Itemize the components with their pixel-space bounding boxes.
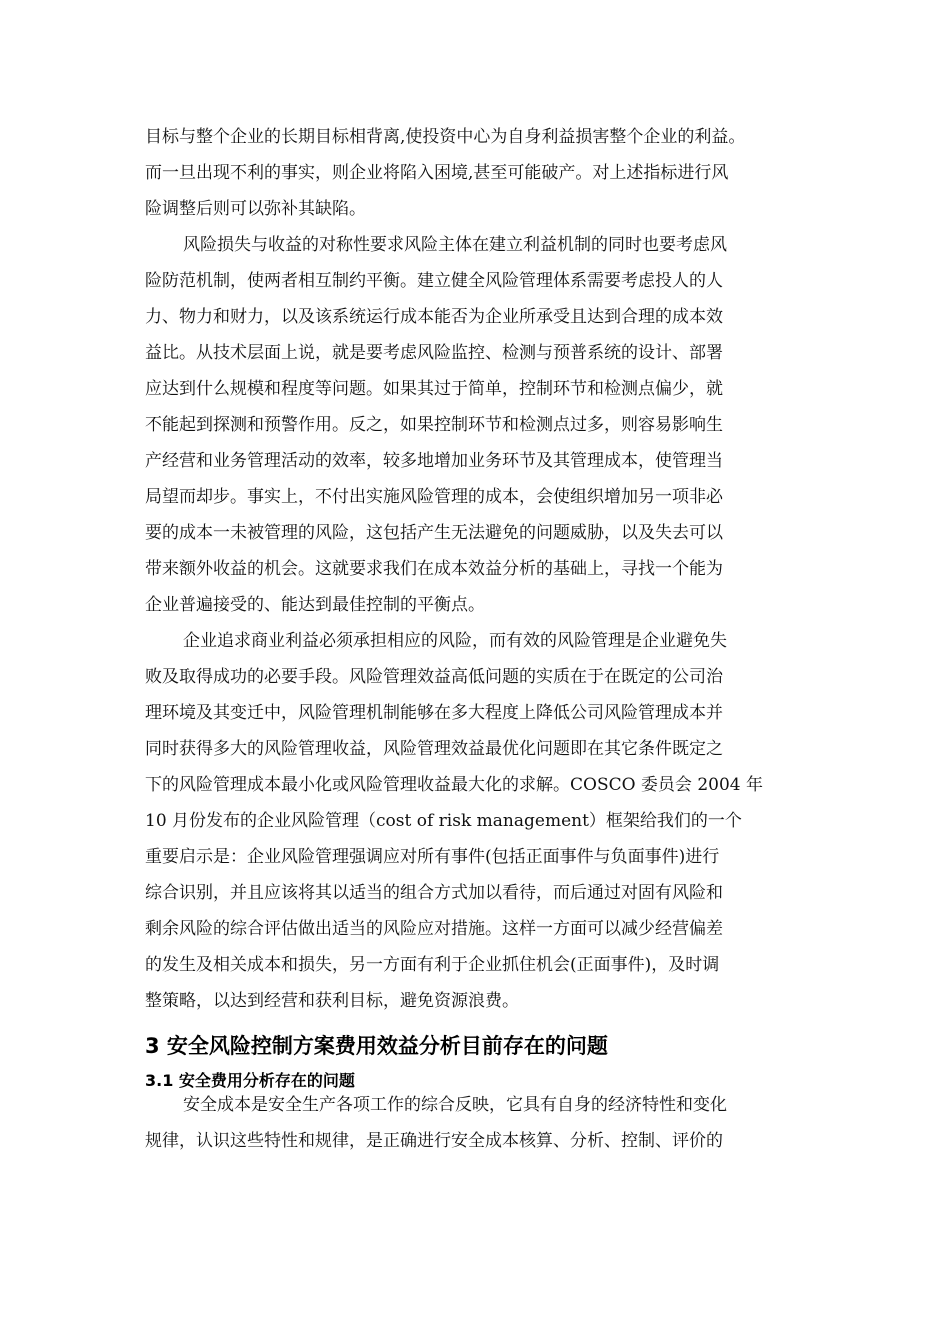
- text-line: 企业追求商业利益必须承担相应的风险，而有效的风险管理是企业避免失: [183, 631, 727, 651]
- text-line: 要的成本一未被管理的风险，这包括产生无法避免的问题威胁，以及失去可以: [145, 523, 723, 543]
- text-line: 益比。从技术层面上说，就是要考虑风险监控、检测与预普系统的设计、部署: [145, 343, 723, 363]
- text-line: 目标与整个企业的长期目标相背离,使投资中心为自身利益损害整个企业的利益。: [145, 127, 746, 147]
- subsection-heading: 3.1 安全费用分析存在的问题: [145, 1071, 355, 1090]
- text-line: 产经营和业务管理活动的效率，较多地增加业务环节及其管理成本，使管理当: [145, 451, 723, 471]
- text-line: 的发生及相关成本和损失，另一方面有利于企业抓住机会(正面事件)，及时调: [145, 955, 720, 975]
- text-line: 险防范机制，使两者相互制约平衡。建立健全风险管理体系需要考虑投人的人: [145, 271, 723, 291]
- text-line: 规律，认识这些特性和规律，是正确进行安全成本核算、分析、控制、评价的: [145, 1131, 723, 1151]
- text-line: 力、物力和财力，以及该系统运行成本能否为企业所承受且达到合理的成本效: [145, 307, 723, 327]
- text-line: 安全成本是安全生产各项工作的综合反映，它具有自身的经济特性和变化: [183, 1095, 727, 1115]
- text-line: 险调整后则可以弥补其缺陷。: [145, 199, 366, 219]
- text-line: 整策略，以达到经营和获利目标，避免资源浪费。: [145, 991, 519, 1011]
- text-line: 败及取得成功的必要手段。风险管理效益高低问题的实质在于在既定的公司治: [145, 667, 723, 687]
- text-line: 局望而却步。事实上，不付出实施风险管理的成本，会使组织增加另一项非必: [145, 487, 723, 507]
- text-line: 综合识别，并且应该将其以适当的组合方式加以看待，而后通过对固有风险和: [145, 883, 723, 903]
- text-line: 剩余风险的综合评估做出适当的风险应对措施。这样一方面可以减少经营偏差: [145, 919, 723, 939]
- text-line: 带来额外收益的机会。这就要求我们在成本效益分析的基础上，寻找一个能为: [145, 559, 723, 579]
- text-line: 重要启示是：企业风险管理强调应对所有事件(包括正面事件与负面事件)进行: [145, 847, 720, 867]
- section-heading: 3 安全风险控制方案费用效益分析目前存在的问题: [145, 1034, 608, 1058]
- text-line: 应达到什么规模和程度等问题。如果其过于简单，控制环节和检测点偏少，就: [145, 379, 723, 399]
- text-line: 10 月份发布的企业风险管理（cost of risk management）框架给我们的一个: [145, 811, 742, 831]
- text-line: 理环境及其变迁中，风险管理机制能够在多大程度上降低公司风险管理成本并: [145, 703, 723, 723]
- text-line: 企业普遍接受的、能达到最佳控制的平衡点。: [145, 595, 485, 615]
- text-line: 风险损失与收益的对称性要求风险主体在建立利益机制的同时也要考虑风: [183, 235, 727, 255]
- text-line: 而一旦出现不利的事实，则企业将陷入困境,甚至可能破产。对上述指标进行风: [145, 163, 729, 183]
- text-line: 不能起到探测和预警作用。反之，如果控制环节和检测点过多，则容易影响生: [145, 415, 723, 435]
- text-line: 下的风险管理成本最小化或风险管理收益最大化的求解。COSCO 委员会 2004 年: [145, 775, 764, 795]
- text-line: 同时获得多大的风险管理收益，风险管理效益最优化问题即在其它条件既定之: [145, 739, 723, 759]
